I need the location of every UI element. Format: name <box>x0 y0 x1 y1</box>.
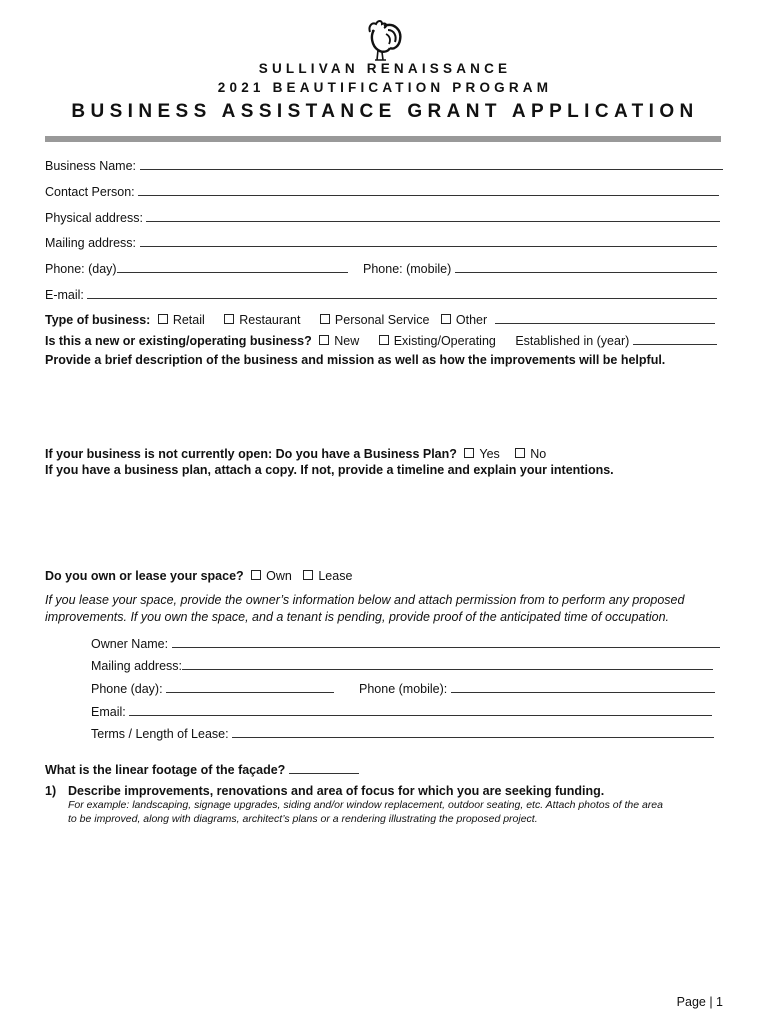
business-name-field[interactable] <box>140 157 723 170</box>
own-or-lease-question: Do you own or lease your space? <box>45 569 244 583</box>
own-or-lease-row <box>45 569 352 583</box>
page-number: Page | 1 <box>676 995 723 1009</box>
type-of-business-label: Type of business: <box>45 313 151 327</box>
owner-mailing-label: Mailing address: <box>91 659 183 673</box>
business-plan-question: If your business is not currently open: Do you have a Business Plan? <box>45 447 457 461</box>
personal-service-option-label: Personal Service <box>334 313 430 327</box>
plan-yes-label: Yes <box>479 447 500 461</box>
lease-note-line1: If you lease your space, provide the owner’s information below and attach permission from to perform any proposed <box>45 593 685 607</box>
retail-option-label: Retail <box>172 313 205 327</box>
owner-phone-row <box>91 680 334 696</box>
lease-terms-field[interactable] <box>232 725 714 738</box>
business-plan-instruction: If you have a business plan, attach a copy. If not, provide a timeline and explain your intentions. <box>45 463 614 477</box>
description-prompt: Provide a brief description of the business and mission as well as how the improvements will be helpful. <box>45 353 666 367</box>
plan-no-checkbox[interactable] <box>515 448 525 458</box>
lease-terms-label: Terms / Length of Lease: <box>91 727 229 741</box>
item1-heading: Describe improvements, renovations and area of focus for which you are seeking funding. <box>68 784 605 798</box>
owner-phone-day-label: Phone (day): <box>91 682 163 696</box>
other-checkbox[interactable] <box>441 314 451 324</box>
own-option-label: Own <box>266 569 292 583</box>
lease-checkbox[interactable] <box>303 570 313 580</box>
business-name-row <box>45 157 723 173</box>
item1-example-line1: For example: landscaping, signage upgrades, siding and/or window replacement, outdoor seating, etc. Attach photos of the area <box>68 799 663 811</box>
owner-email-label: Email: <box>91 705 126 719</box>
owner-phone-day-field[interactable] <box>166 680 334 693</box>
restaurant-option-label: Restaurant <box>239 313 301 327</box>
restaurant-checkbox[interactable] <box>224 314 234 324</box>
improvements-answer-area[interactable] <box>45 832 721 982</box>
phone-row <box>45 260 348 276</box>
phone-day-label: Phone: (day) <box>45 262 117 276</box>
email-label: E-mail: <box>45 288 84 302</box>
program-name: 2021 BEAUTIFICATION PROGRAM <box>217 80 553 95</box>
phone-day-field[interactable] <box>117 260 348 273</box>
retail-checkbox[interactable] <box>158 314 168 324</box>
lease-option-label: Lease <box>318 569 353 583</box>
phone-mobile-label: Phone: (mobile) <box>363 262 452 276</box>
owner-phone-mobile-field[interactable] <box>451 680 715 693</box>
business-plan-row <box>45 447 546 461</box>
contact-person-label: Contact Person: <box>45 185 135 199</box>
existing-checkbox[interactable] <box>379 335 389 345</box>
email-field[interactable] <box>87 286 717 299</box>
new-checkbox[interactable] <box>319 335 329 345</box>
header-rule <box>45 136 721 142</box>
own-checkbox[interactable] <box>251 570 261 580</box>
owner-name-row <box>91 635 720 651</box>
description-answer-area[interactable] <box>45 372 721 438</box>
personal-service-checkbox[interactable] <box>320 314 330 324</box>
other-option-label: Other <box>455 313 488 327</box>
owner-mailing-field[interactable] <box>182 657 713 670</box>
plan-yes-checkbox[interactable] <box>464 448 474 458</box>
contact-person-row <box>45 183 719 199</box>
established-year-field[interactable] <box>633 332 717 345</box>
facade-question: What is the linear footage of the façade? <box>45 763 286 777</box>
owner-email-field[interactable] <box>129 703 712 716</box>
facade-row <box>45 761 359 777</box>
physical-address-row <box>45 209 720 225</box>
mailing-address-field[interactable] <box>140 234 717 247</box>
contact-person-field[interactable] <box>138 183 719 196</box>
other-business-type-field[interactable] <box>495 311 715 324</box>
lease-terms-row <box>91 725 714 741</box>
physical-address-field[interactable] <box>146 209 720 222</box>
business-name-label: Business Name: <box>45 159 137 173</box>
item1-number: 1) <box>45 784 57 798</box>
new-or-existing-label: Is this a new or existing/operating business? <box>45 334 312 348</box>
type-of-business-row <box>45 311 715 327</box>
page-title: BUSINESS ASSISTANCE GRANT APPLICATION <box>71 101 699 122</box>
business-plan-answer-area[interactable] <box>45 482 721 562</box>
phone-mobile-field[interactable] <box>455 260 717 273</box>
owner-name-label: Owner Name: <box>91 637 169 651</box>
email-row <box>45 286 717 302</box>
established-year-label: Established in (year) <box>515 334 630 348</box>
new-or-existing-row <box>45 332 717 348</box>
lease-note-line2: improvements. If you own the space, and a tenant is pending, provide proof of the anticipated time of occupation. <box>45 610 669 624</box>
owner-name-field[interactable] <box>172 635 720 648</box>
owner-phone-mobile-label: Phone (mobile): <box>359 682 448 696</box>
facade-footage-field[interactable] <box>289 761 359 774</box>
item1-example-line2: to be improved, along with diagrams, architect’s plans or a rendering illustrating the proposed project. <box>68 813 538 825</box>
plan-no-label: No <box>530 447 547 461</box>
new-option-label: New <box>334 334 360 348</box>
owner-phone-mobile-row <box>359 680 715 696</box>
owner-email-row <box>91 703 712 719</box>
physical-address-label: Physical address: <box>45 211 143 225</box>
existing-option-label: Existing/Operating <box>393 334 496 348</box>
mailing-address-label: Mailing address: <box>45 236 137 250</box>
owner-mailing-row <box>91 657 713 673</box>
rooster-logo <box>364 18 404 64</box>
mailing-address-row <box>45 234 717 250</box>
phone-mobile-row <box>363 260 717 276</box>
org-name: SULLIVAN RENAISSANCE <box>258 61 512 76</box>
